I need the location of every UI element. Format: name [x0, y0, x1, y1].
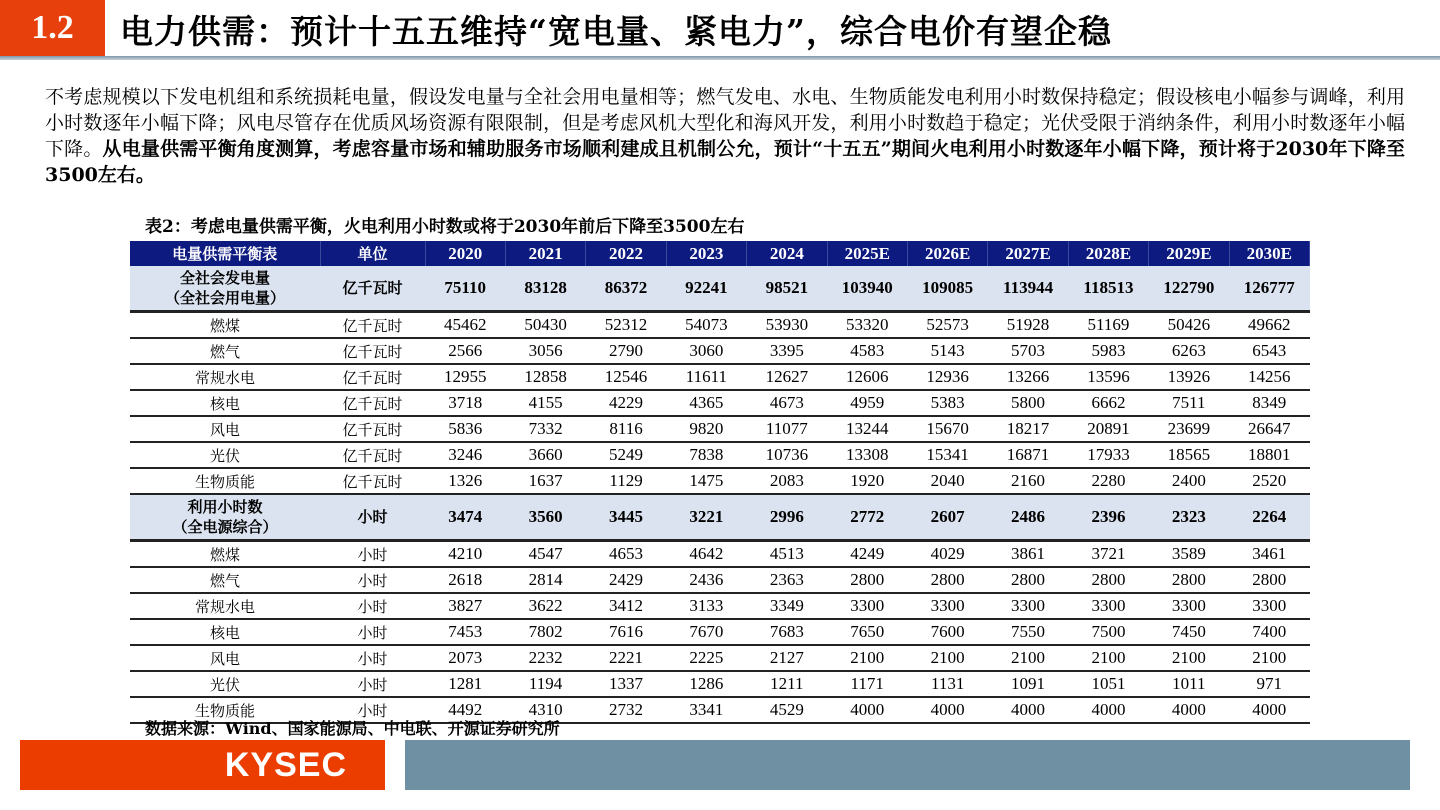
row-label-text: 常规水电: [194, 597, 255, 616]
cell-value: 2800: [1229, 567, 1309, 593]
cell-value: 2232: [505, 645, 585, 671]
cell-value: 4547: [505, 541, 585, 568]
cell-value: 3056: [505, 338, 585, 364]
cell-value: 2800: [988, 567, 1068, 593]
cell-value: 7683: [747, 619, 827, 645]
row-unit: 亿千瓦时: [320, 390, 425, 416]
row-label: [130, 593, 320, 619]
cell-value: 4642: [666, 541, 746, 568]
row-label-text: 生物质能: [194, 472, 255, 491]
row-unit: 小时: [320, 494, 425, 541]
cell-value: 4000: [1068, 697, 1148, 723]
cell-value: 7838: [666, 442, 746, 468]
header-unit: 单位: [320, 241, 425, 266]
cell-value: 5249: [586, 442, 666, 468]
cell-value: 5983: [1068, 338, 1148, 364]
cell-value: 8116: [586, 416, 666, 442]
cell-value: 4653: [586, 541, 666, 568]
table-row: [130, 468, 1310, 494]
cell-value: 3300: [1068, 593, 1148, 619]
cell-value: 1051: [1068, 671, 1148, 697]
page-title: 电力供需：预计十五五维持“宽电量、紧电力”，综合电价有望企稳: [120, 12, 1112, 51]
cell-value: 98521: [747, 266, 827, 312]
cell-value: 2100: [1149, 645, 1229, 671]
cell-value: 3474: [425, 494, 505, 541]
cell-value: 75110: [425, 266, 505, 312]
cell-value: 4000: [988, 697, 1068, 723]
cell-value: 3300: [1149, 593, 1229, 619]
header-item: 电量供需平衡表: [130, 241, 320, 266]
cell-value: 2800: [827, 567, 907, 593]
row-label: [130, 619, 320, 645]
cell-value: 45462: [425, 312, 505, 339]
row-label-subtext: （全社会用电量）: [164, 289, 285, 307]
cell-value: 3861: [988, 541, 1068, 568]
row-label-text: 燃气: [209, 342, 240, 361]
title-divider: [0, 56, 1440, 60]
cell-value: 1011: [1149, 671, 1229, 697]
footer-bar: [405, 740, 1410, 790]
row-label: [130, 671, 320, 697]
cell-value: 13926: [1149, 364, 1229, 390]
cell-value: 1920: [827, 468, 907, 494]
cell-value: 8349: [1229, 390, 1309, 416]
cell-value: 4673: [747, 390, 827, 416]
cell-value: 1091: [988, 671, 1068, 697]
cell-value: 7453: [425, 619, 505, 645]
cell-value: 7400: [1229, 619, 1309, 645]
row-unit: 小时: [320, 567, 425, 593]
cell-value: 4229: [586, 390, 666, 416]
cell-value: 12858: [505, 364, 585, 390]
header-year: 2030E: [1229, 241, 1309, 266]
header-year: 2023: [666, 241, 746, 266]
row-unit: 亿千瓦时: [320, 364, 425, 390]
cell-value: 6662: [1068, 390, 1148, 416]
cell-value: 4000: [827, 697, 907, 723]
header-year: 2027E: [988, 241, 1068, 266]
table-total-row: [130, 266, 1310, 312]
cell-value: 3589: [1149, 541, 1229, 568]
row-label-text: 核电: [209, 394, 240, 413]
table-row: [130, 338, 1310, 364]
row-label: [130, 645, 320, 671]
cell-value: 3221: [666, 494, 746, 541]
cell-value: 52312: [586, 312, 666, 339]
row-unit: 小时: [320, 671, 425, 697]
cell-value: 15670: [907, 416, 987, 442]
cell-value: 1286: [666, 671, 746, 697]
cell-value: 2100: [988, 645, 1068, 671]
cell-value: 122790: [1149, 266, 1229, 312]
cell-value: 126777: [1229, 266, 1309, 312]
cell-value: 3395: [747, 338, 827, 364]
cell-value: 4513: [747, 541, 827, 568]
row-label-text: 核电: [209, 623, 240, 642]
section-number: 1.2: [0, 0, 105, 56]
header-year: 2028E: [1068, 241, 1148, 266]
cell-value: 5800: [988, 390, 1068, 416]
cell-value: 1326: [425, 468, 505, 494]
cell-value: 4959: [827, 390, 907, 416]
cell-value: 17933: [1068, 442, 1148, 468]
cell-value: 2996: [747, 494, 827, 541]
data-source: 数据来源：Wind、国家能源局、中电联、开源证券研究所: [145, 719, 560, 738]
cell-value: 2800: [1149, 567, 1229, 593]
cell-value: 2618: [425, 567, 505, 593]
cell-value: 2400: [1149, 468, 1229, 494]
cell-value: 6543: [1229, 338, 1309, 364]
cell-value: 103940: [827, 266, 907, 312]
table-total-row: [130, 494, 1310, 541]
cell-value: 15341: [907, 442, 987, 468]
cell-value: 118513: [1068, 266, 1148, 312]
row-label: [130, 567, 320, 593]
row-unit: 亿千瓦时: [320, 338, 425, 364]
cell-value: 2100: [827, 645, 907, 671]
cell-value: 11077: [747, 416, 827, 442]
cell-value: 2100: [1229, 645, 1309, 671]
cell-value: 2073: [425, 645, 505, 671]
cell-value: 92241: [666, 266, 746, 312]
cell-value: 7650: [827, 619, 907, 645]
cell-value: 4029: [907, 541, 987, 568]
cell-value: 971: [1229, 671, 1309, 697]
header-year: 2022: [586, 241, 666, 266]
cell-value: 3300: [1229, 593, 1309, 619]
cell-value: 13244: [827, 416, 907, 442]
table-row: [130, 593, 1310, 619]
cell-value: 1129: [586, 468, 666, 494]
logo-text: KYSEC: [224, 745, 347, 784]
cell-value: 16871: [988, 442, 1068, 468]
cell-value: 2040: [907, 468, 987, 494]
cell-value: 4529: [747, 697, 827, 723]
table-header-row: [130, 241, 1310, 266]
cell-value: 2814: [505, 567, 585, 593]
table-row: [130, 567, 1310, 593]
cell-value: 109085: [907, 266, 987, 312]
cell-value: 18565: [1149, 442, 1229, 468]
cell-value: 2323: [1149, 494, 1229, 541]
cell-value: 51169: [1068, 312, 1148, 339]
cell-value: 2436: [666, 567, 746, 593]
row-label: [130, 266, 320, 312]
cell-value: 2772: [827, 494, 907, 541]
row-label: [130, 442, 320, 468]
cell-value: 3622: [505, 593, 585, 619]
cell-value: 2083: [747, 468, 827, 494]
cell-value: 3718: [425, 390, 505, 416]
cell-value: 3133: [666, 593, 746, 619]
cell-value: 1131: [907, 671, 987, 697]
row-label-text: 燃煤: [209, 545, 240, 564]
cell-value: 50430: [505, 312, 585, 339]
cell-value: 2225: [666, 645, 746, 671]
cell-value: 1211: [747, 671, 827, 697]
row-label-text: 光伏: [209, 446, 240, 465]
cell-value: 2732: [586, 697, 666, 723]
cell-value: 5143: [907, 338, 987, 364]
cell-value: 2264: [1229, 494, 1309, 541]
cell-value: 12936: [907, 364, 987, 390]
table-row: [130, 416, 1310, 442]
row-unit: 小时: [320, 619, 425, 645]
cell-value: 18217: [988, 416, 1068, 442]
row-unit: 亿千瓦时: [320, 312, 425, 339]
intro-paragraph: [45, 84, 1405, 188]
paragraph-conclusion: 从电量供需平衡角度测算，考虑容量市场和辅助服务市场顺利建成且机制公允，预计“十五五”期间火电利用小时数逐年小幅下降，预计将于2030年下降至3500左右。: [45, 138, 1405, 186]
cell-value: 3060: [666, 338, 746, 364]
header-year: 2020: [425, 241, 505, 266]
table-row: [130, 442, 1310, 468]
row-unit: 小时: [320, 645, 425, 671]
cell-value: 2363: [747, 567, 827, 593]
cell-value: 3300: [988, 593, 1068, 619]
cell-value: 83128: [505, 266, 585, 312]
cell-value: 3827: [425, 593, 505, 619]
row-label: [130, 541, 320, 568]
row-label: [130, 416, 320, 442]
cell-value: 2127: [747, 645, 827, 671]
cell-value: 2520: [1229, 468, 1309, 494]
cell-value: 3246: [425, 442, 505, 468]
cell-value: 5836: [425, 416, 505, 442]
supply-demand-table: [130, 241, 1310, 724]
cell-value: 20891: [1068, 416, 1148, 442]
header-year: 2026E: [907, 241, 987, 266]
cell-value: 53930: [747, 312, 827, 339]
cell-value: 7616: [586, 619, 666, 645]
row-label: [130, 312, 320, 339]
header-year: 2021: [505, 241, 585, 266]
cell-value: 11611: [666, 364, 746, 390]
cell-value: 3660: [505, 442, 585, 468]
cell-value: 2607: [907, 494, 987, 541]
cell-value: 1637: [505, 468, 585, 494]
header-year: 2024: [747, 241, 827, 266]
row-label-text: 全社会发电量: [179, 269, 270, 287]
cell-value: 2566: [425, 338, 505, 364]
table-row: [130, 312, 1310, 339]
cell-value: 26647: [1229, 416, 1309, 442]
row-label-text: 生物质能: [194, 701, 255, 720]
row-unit: 亿千瓦时: [320, 442, 425, 468]
cell-value: 3560: [505, 494, 585, 541]
cell-value: 3412: [586, 593, 666, 619]
cell-value: 4210: [425, 541, 505, 568]
cell-value: 7332: [505, 416, 585, 442]
row-label: [130, 468, 320, 494]
cell-value: 5703: [988, 338, 1068, 364]
cell-value: 4492: [425, 697, 505, 723]
cell-value: 5383: [907, 390, 987, 416]
cell-value: 2100: [907, 645, 987, 671]
row-label: [130, 390, 320, 416]
cell-value: 2221: [586, 645, 666, 671]
cell-value: 4000: [1149, 697, 1229, 723]
cell-value: 12627: [747, 364, 827, 390]
cell-value: 9820: [666, 416, 746, 442]
cell-value: 4000: [907, 697, 987, 723]
cell-value: 7500: [1068, 619, 1148, 645]
cell-value: 13596: [1068, 364, 1148, 390]
cell-value: 3300: [907, 593, 987, 619]
cell-value: 3445: [586, 494, 666, 541]
table-row: [130, 390, 1310, 416]
row-label: [130, 364, 320, 390]
table-row: [130, 645, 1310, 671]
cell-value: 50426: [1149, 312, 1229, 339]
cell-value: 7450: [1149, 619, 1229, 645]
row-label-text: 燃煤: [209, 316, 240, 335]
cell-value: 51928: [988, 312, 1068, 339]
cell-value: 7511: [1149, 390, 1229, 416]
table-row: [130, 619, 1310, 645]
row-unit: 小时: [320, 593, 425, 619]
cell-value: 2396: [1068, 494, 1148, 541]
row-label-text: 风电: [209, 420, 240, 439]
cell-value: 1171: [827, 671, 907, 697]
cell-value: 2800: [1068, 567, 1148, 593]
kysec-logo: [20, 740, 385, 790]
cell-value: 23699: [1149, 416, 1229, 442]
cell-value: 7550: [988, 619, 1068, 645]
cell-value: 1194: [505, 671, 585, 697]
row-unit: 亿千瓦时: [320, 468, 425, 494]
cell-value: 2486: [988, 494, 1068, 541]
cell-value: 14256: [1229, 364, 1309, 390]
row-unit: 小时: [320, 697, 425, 723]
cell-value: 86372: [586, 266, 666, 312]
table-caption: 表2：考虑电量供需平衡，火电利用小时数或将于2030年前后下降至3500左右: [145, 217, 745, 237]
cell-value: 2800: [907, 567, 987, 593]
cell-value: 12955: [425, 364, 505, 390]
row-label-text: 风电: [209, 649, 240, 668]
cell-value: 7802: [505, 619, 585, 645]
cell-value: 2429: [586, 567, 666, 593]
cell-value: 2100: [1068, 645, 1148, 671]
row-label: [130, 338, 320, 364]
cell-value: 7670: [666, 619, 746, 645]
cell-value: 2280: [1068, 468, 1148, 494]
cell-value: 4365: [666, 390, 746, 416]
cell-value: 52573: [907, 312, 987, 339]
paragraph-text: 不考虑规模以下发电机组和系统损耗电量，假设发电量与全社会用电量相等；燃气发电、水电、生物质能发电利用小时数保持稳定；假设核电小幅参与调峰，利用小时数逐年小幅下降；风电尽管存在优质风场资源有限限制，但是考虑风机大型化和海风开发，利用小时数趋于稳定；光伏受限于消纳条件，利用小时数逐年小幅下降。: [45, 86, 1405, 160]
header-year: 2029E: [1149, 241, 1229, 266]
cell-value: 4310: [505, 697, 585, 723]
cell-value: 3461: [1229, 541, 1309, 568]
cell-value: 3721: [1068, 541, 1148, 568]
row-label-text: 常规水电: [194, 368, 255, 387]
cell-value: 18801: [1229, 442, 1309, 468]
cell-value: 12606: [827, 364, 907, 390]
row-unit: 亿千瓦时: [320, 416, 425, 442]
cell-value: 2790: [586, 338, 666, 364]
cell-value: 3341: [666, 697, 746, 723]
cell-value: 13308: [827, 442, 907, 468]
row-label-text: 利用小时数: [187, 498, 263, 516]
cell-value: 53320: [827, 312, 907, 339]
cell-value: 1475: [666, 468, 746, 494]
cell-value: 4000: [1229, 697, 1309, 723]
row-label-text: 燃气: [209, 571, 240, 590]
cell-value: 4155: [505, 390, 585, 416]
cell-value: 4583: [827, 338, 907, 364]
cell-value: 12546: [586, 364, 666, 390]
cell-value: 3300: [827, 593, 907, 619]
cell-value: 54073: [666, 312, 746, 339]
cell-value: 49662: [1229, 312, 1309, 339]
cell-value: 113944: [988, 266, 1068, 312]
cell-value: 3349: [747, 593, 827, 619]
cell-value: 1281: [425, 671, 505, 697]
table-row: [130, 671, 1310, 697]
cell-value: 6263: [1149, 338, 1229, 364]
row-unit: 亿千瓦时: [320, 266, 425, 312]
cell-value: 4249: [827, 541, 907, 568]
table-row: [130, 364, 1310, 390]
row-label-subtext: （全电源综合）: [172, 518, 278, 536]
header-year: 2025E: [827, 241, 907, 266]
cell-value: 1337: [586, 671, 666, 697]
cell-value: 7600: [907, 619, 987, 645]
row-label: [130, 494, 320, 541]
cell-value: 10736: [747, 442, 827, 468]
table-row: [130, 541, 1310, 568]
row-unit: 小时: [320, 541, 425, 568]
cell-value: 2160: [988, 468, 1068, 494]
cell-value: 13266: [988, 364, 1068, 390]
row-label-text: 光伏: [209, 675, 240, 694]
